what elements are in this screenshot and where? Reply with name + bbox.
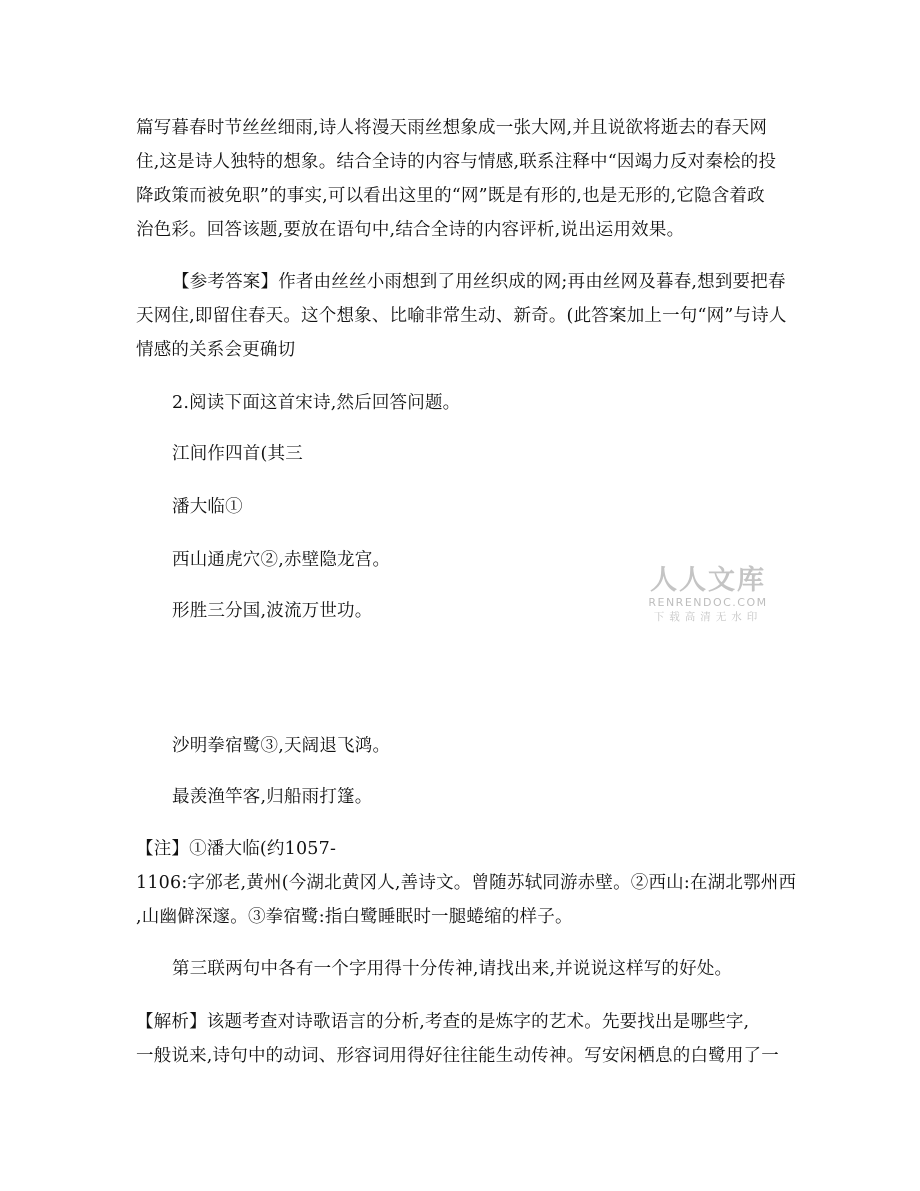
text-line: 住,这是诗人独特的想象。结合全诗的内容与情感,联系注释中“因竭力反对秦桧的投	[136, 152, 777, 172]
reference-answer	[136, 265, 787, 367]
poem-line-2: 形胜三分国,波流万世功。	[172, 601, 373, 621]
poem-line-4: 最羡渔竿客,归船雨打篷。	[172, 787, 373, 807]
text-line: 【参考答案】作者由丝丝小雨想到了用丝织成的网;再由丝网及暮春,想到要把春	[172, 272, 786, 292]
text-line: 情感的关系会更确切	[136, 340, 296, 360]
question-2: 2.阅读下面这首宋诗,然后回答问题。	[172, 393, 461, 413]
watermark	[638, 566, 778, 624]
poem-title: 江间作四首(其三	[172, 444, 303, 464]
text-line: 降政策而被免职”的事实,可以看出这里的“网”既是有形的,也是无形的,它隐含着政	[136, 186, 765, 206]
text-line: 天网住,即留住春天。这个想象、比喻非常生动、新奇。(此答案加上一句“网”与诗人	[136, 306, 787, 326]
poem-author: 潘大临①	[172, 497, 243, 517]
poem-line-3: 沙明拳宿鹭③,天阔退飞鸿。	[172, 736, 391, 756]
question-third-couplet: 第三联两句中各有一个字用得十分传神,请找出来,并说说这样写的好处。	[172, 959, 733, 979]
watermark-site: RENRENDOC.COM	[648, 596, 768, 609]
analysis-paragraph-2	[136, 1005, 779, 1073]
text-line: 【注】①潘大临(约1057-	[136, 839, 337, 859]
text-line: 一般说来,诗句中的动词、形容词用得好往往能生动传神。写安闲栖息的白鹭用了一	[136, 1046, 779, 1066]
analysis-paragraph-1	[136, 111, 776, 247]
text-line: 治色彩。回答该题,要放在语句中,结合全诗的内容评析,说出运用效果。	[136, 220, 685, 240]
poem-line-1: 西山通虎穴②,赤壁隐龙宫。	[172, 550, 391, 570]
poem-notes	[136, 832, 797, 934]
watermark-title: 人人文库	[650, 565, 766, 596]
text-line: 1106:字邠老,黄州(今湖北黄冈人,善诗文。曾随苏轼同游赤壁。②西山:在湖北鄂州西	[136, 873, 797, 893]
text-line: ,山幽僻深邃。③拳宿鹭:指白鹭睡眠时一腿蜷缩的样子。	[136, 907, 573, 927]
text-line: 篇写暮春时节丝丝细雨,诗人将漫天雨丝想象成一张大网,并且说欲将逝去的春天网	[136, 118, 768, 138]
text-line: 【解析】该题考查对诗歌语言的分析,考查的是炼字的艺术。先要找出是哪些字,	[136, 1012, 750, 1032]
watermark-subtitle: 下载高清无水印	[653, 611, 763, 623]
